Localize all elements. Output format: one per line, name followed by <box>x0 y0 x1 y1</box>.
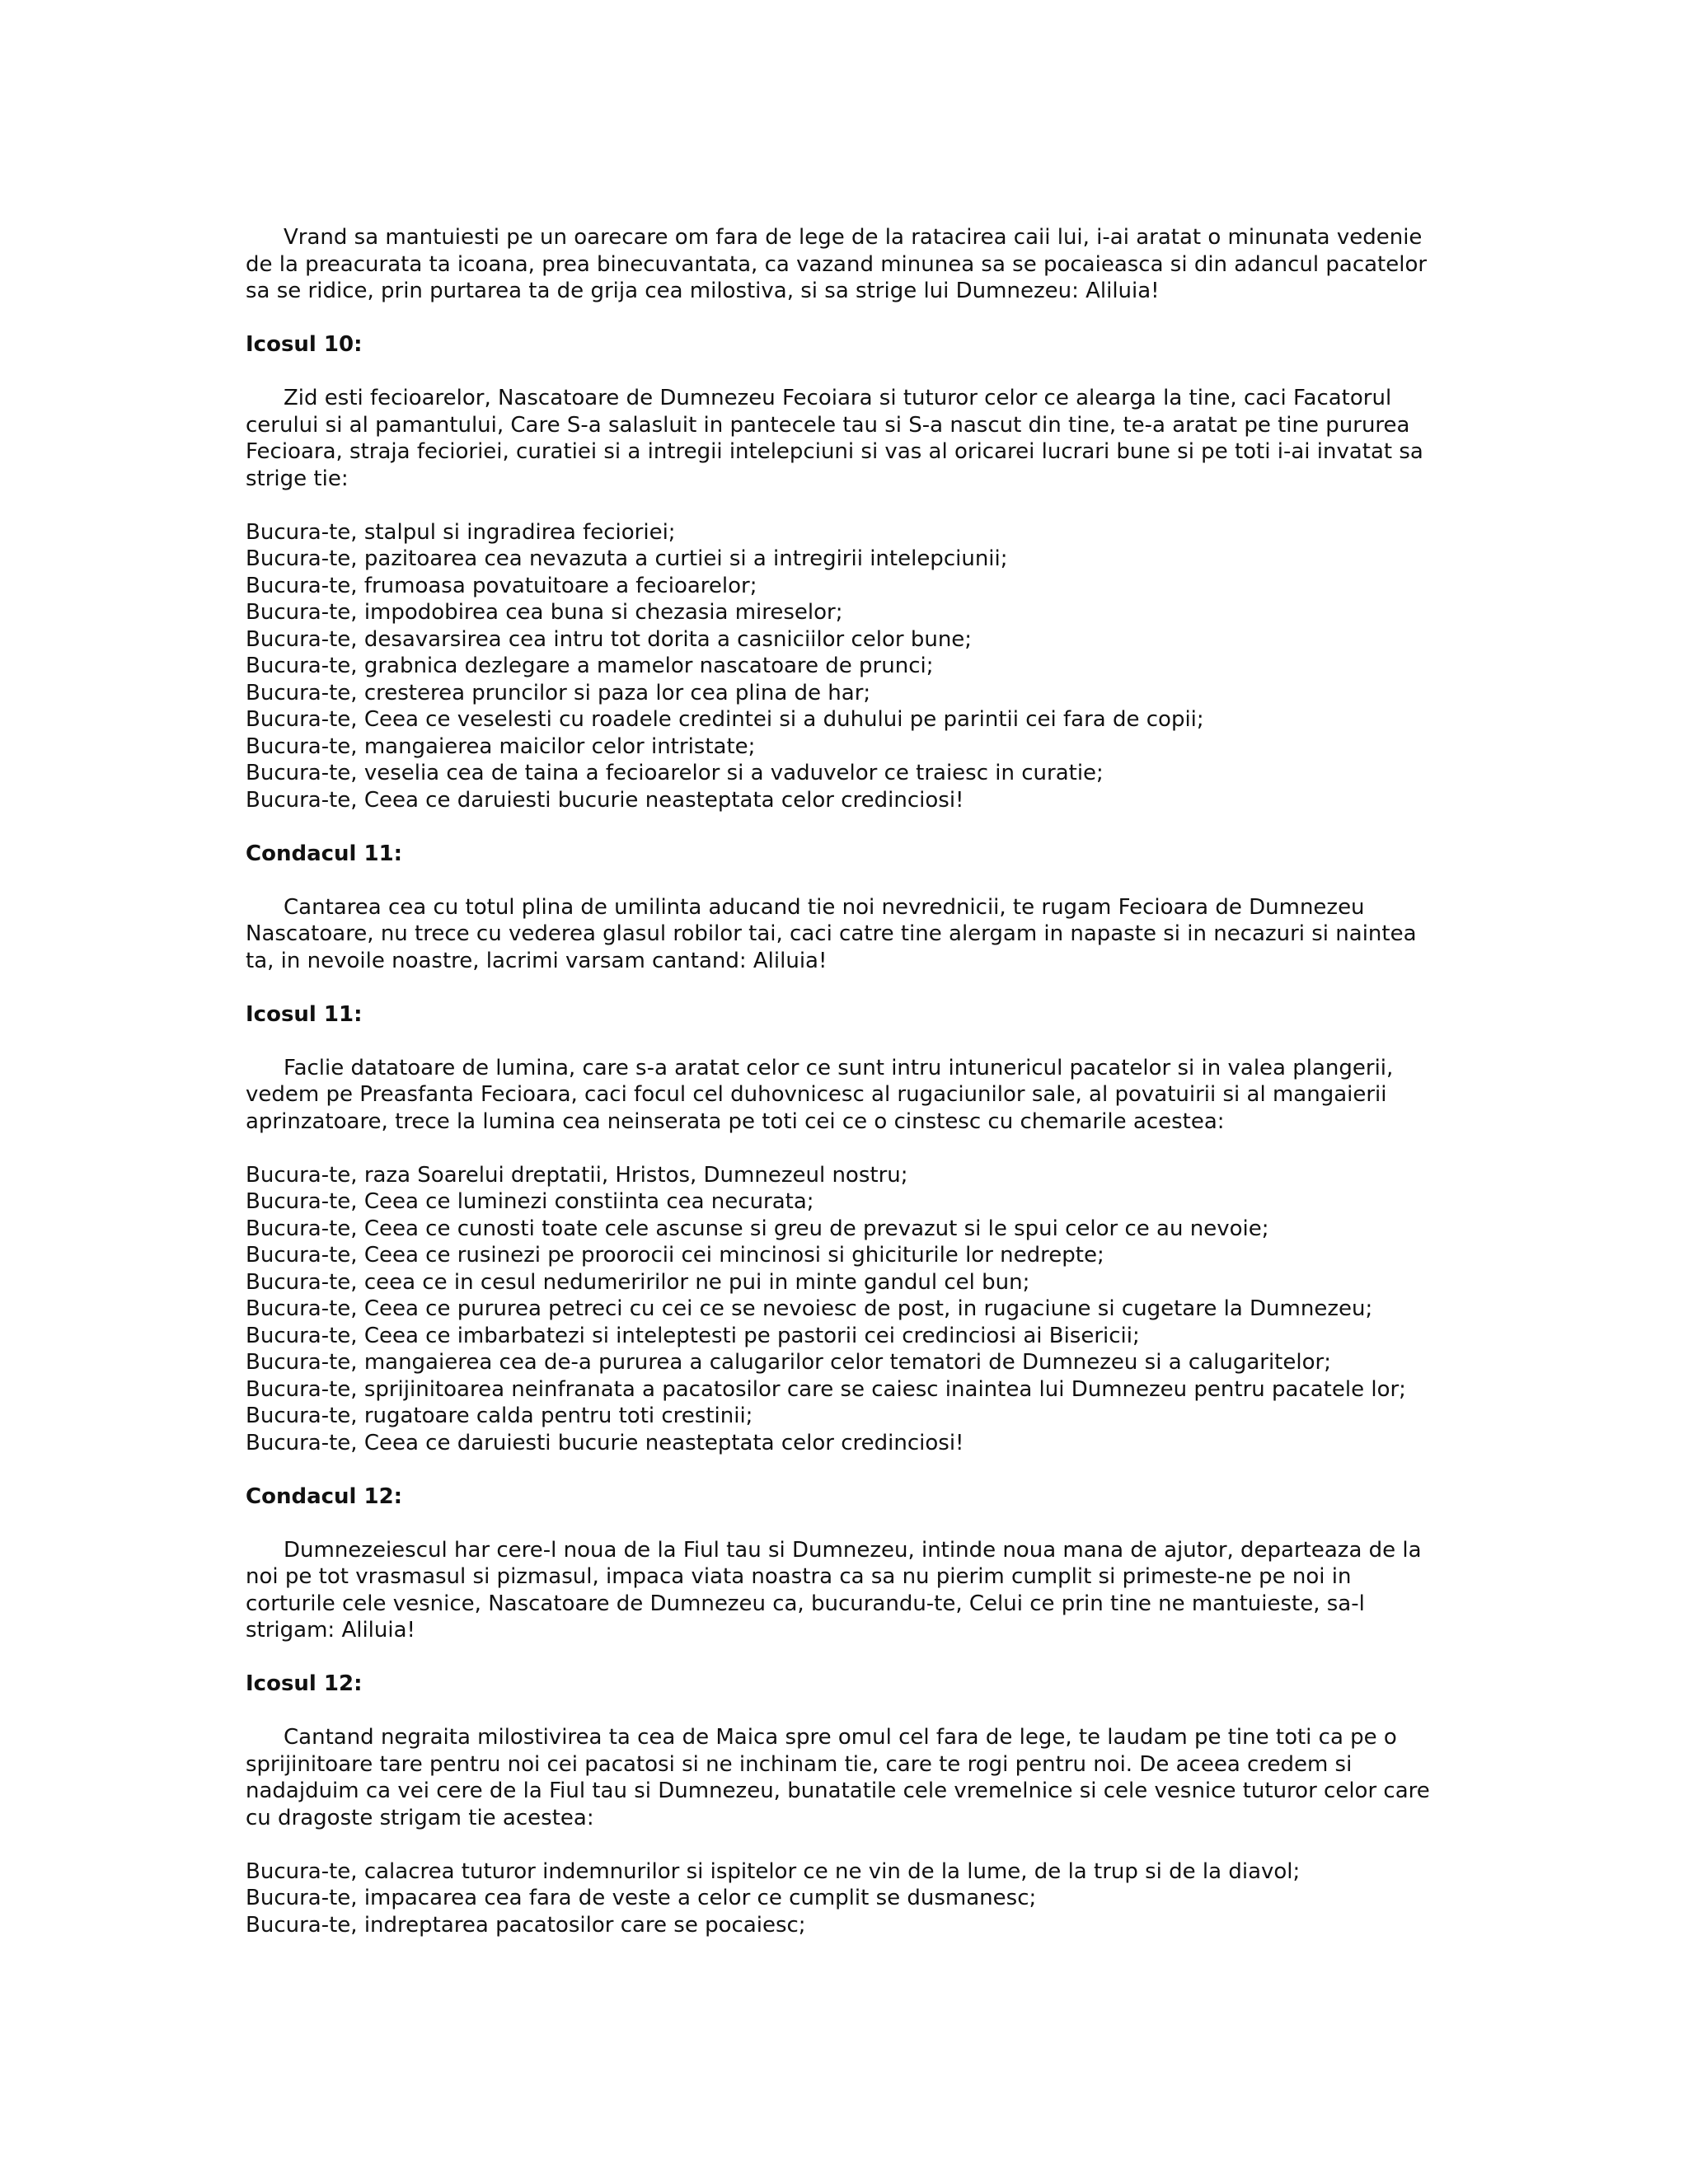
salutation-line: Bucura-te, cresterea pruncilor si paza lor cea plina de har; <box>246 680 871 705</box>
salutation-line: Bucura-te, grabnica dezlegare a mamelor nascatoare de prunci; <box>246 654 934 678</box>
salutation-line: Bucura-te, raza Soarelui dreptatii, Hristos, Dumnezeul nostru; <box>246 1162 908 1188</box>
salutation-line: Bucura-te, calacrea tuturor indemnurilor si ispitelor ce ne vin de la lume, de la trup si de la diavol; <box>246 1858 1301 1884</box>
salutation-line: Bucura-te, desavarsirea cea intru tot dorita a casniciilor celor bune; <box>246 626 973 652</box>
section-heading: Icosul 12: <box>246 1671 363 1696</box>
salutation-line: Bucura-te, ceea ce in cesul nedumeririlor ne pui in minte gandul cel bun; <box>246 1269 1030 1295</box>
section-heading: Icosul 10: <box>246 332 363 357</box>
body-paragraph: Faclie datatoare de lumina, care s-a aratat celor ce sunt intru intunericul pacatelor si in valea plangerii, vedem pe Preasfanta Fecioara, caci focul cel duhovnicesc al rugaciunilor sale, al povatuirii si al mangaierii aprinzatoare, trece la lumina cea neinserata pe toti cei ce o cinstesc cu chemarile acestea: <box>246 1055 1394 1134</box>
document-page <box>246 224 1432 1938</box>
section-heading: Icosul 11: <box>246 1001 363 1027</box>
section-heading: Condacul 12: <box>246 1483 403 1509</box>
salutation-line: Bucura-te, stalpul si ingradirea fecioriei; <box>246 519 676 545</box>
salutation-line: Bucura-te, impacarea cea fara de veste a celor ce cumplit se dusmanesc; <box>246 1886 1037 1910</box>
salutation-line: Bucura-te, sprijinitoarea neinfranata a pacatosilor care se caiesc inaintea lui Dumnezeu pentru pacatele lor; <box>246 1376 1406 1402</box>
salutation-line: Bucura-te, Ceea ce rusinezi pe proorocii cei mincinosi si ghiciturile lor nedrepte; <box>246 1243 1104 1268</box>
section-heading: Condacul 11: <box>246 841 403 866</box>
salutation-list <box>246 1858 1432 1939</box>
body-paragraph: Dumnezeiescul har cere-l noua de la Fiul tau si Dumnezeu, intinde noua mana de ajutor, departeaza de la noi pe tot vrasmasul si pizmasul, impaca viata noastra ca sa nu pierim cumplit si primeste-ne pe noi in corturile cele vesnice, Nascatoare de Dumnezeu ca, bucurandu-te, Celui ce prin tine ne mantuieste, sa-l strigam: Aliluia! <box>246 1537 1422 1643</box>
salutation-line: Bucura-te, Ceea ce pururea petreci cu cei ce se nevoiesc de post, in rugaciune si cugetare la Dumnezeu; <box>246 1296 1373 1321</box>
salutation-line: Bucura-te, Ceea ce cunosti toate cele ascunse si greu de prevazut si le spui celor ce au nevoie; <box>246 1216 1269 1241</box>
salutation-line: Bucura-te, Ceea ce daruiesti bucurie neasteptata celor credinciosi! <box>246 787 964 813</box>
body-paragraph: Vrand sa mantuiesti pe un oarecare om fara de lege de la ratacirea caii lui, i-ai aratat o minunata vedenie de la preacurata ta icoana, prea binecuvantata, ca vazand minunea sa se pocaieasca si din adancul pacatelor sa se ridice, prin purtarea ta de grija cea milostiva, si sa strige lui Dumnezeu: Aliluia! <box>246 225 1428 303</box>
salutation-line: Bucura-te, Ceea ce veselesti cu roadele credintei si a duhului pe parintii cei fara de copii; <box>246 707 1204 732</box>
body-paragraph: Cantarea cea cu totul plina de umilinta aducand tie noi nevrednicii, te rugam Fecioara de Dumnezeu Nascatoare, nu trece cu vederea glasul robilor tai, caci catre tine alergam in napaste si in necazuri si naintea ta, in nevoile noastre, lacrimi varsam cantand: Aliluia! <box>246 894 1417 973</box>
salutation-line: Bucura-te, rugatoare calda pentru toti crestinii; <box>246 1404 753 1428</box>
salutation-line: Bucura-te, indreptarea pacatosilor care se pocaiesc; <box>246 1912 806 1938</box>
salutation-line: Bucura-te, Ceea ce imbarbatezi si inteleptesti pe pastorii cei credinciosi ai Bisericii; <box>246 1323 1140 1348</box>
salutation-line: Bucura-te, Ceea ce daruiesti bucurie neasteptata celor credinciosi! <box>246 1430 964 1455</box>
salutation-line: Bucura-te, mangaierea maicilor celor intristate; <box>246 733 756 759</box>
salutation-line: Bucura-te, pazitoarea cea nevazuta a curtiei si a intregirii intelepciunii; <box>246 546 1008 571</box>
salutation-line: Bucura-te, Ceea ce luminezi constiinta cea necurata; <box>246 1189 814 1214</box>
salutation-list <box>246 1162 1432 1457</box>
body-paragraph: Cantand negraita milostivirea ta cea de Maica spre omul cel fara de lege, te laudam pe tine toti ca pe o sprijinitoare tare pentru noi cei pacatosi si ne inchinam tie, care te rogi pentru noi. De aceea credem si nadajduim ca vei cere de la Fiul tau si Dumnezeu, bunatatile cele vremelnice si cele vesnice tuturor celor care cu dragoste strigam tie acestea: <box>246 1725 1430 1830</box>
salutation-line: Bucura-te, impodobirea cea buna si chezasia mireselor; <box>246 600 843 625</box>
salutation-line: Bucura-te, mangaierea cea de-a pururea a calugarilor celor tematori de Dumnezeu si a calugaritelor; <box>246 1350 1331 1375</box>
body-paragraph: Zid esti fecioarelor, Nascatoare de Dumnezeu Fecoiara si tuturor celor ce alearga la tine, caci Facatorul cerului si al pamantului, Care S-a salasluit in pantecele tau si S-a nascut din tine, te-a aratat pe tine pururea Fecioara, straja fecioriei, curatiei si a intregii intelepciuni si vas al oricarei lucrari bune si pe toti i-ai invatat sa strige tie: <box>246 386 1423 491</box>
salutation-line: Bucura-te, frumoasa povatuitoare a fecioarelor; <box>246 573 757 598</box>
salutation-list <box>246 519 1432 814</box>
salutation-line: Bucura-te, veselia cea de taina a fecioarelor si a vaduvelor ce traiesc in curatie; <box>246 761 1104 785</box>
